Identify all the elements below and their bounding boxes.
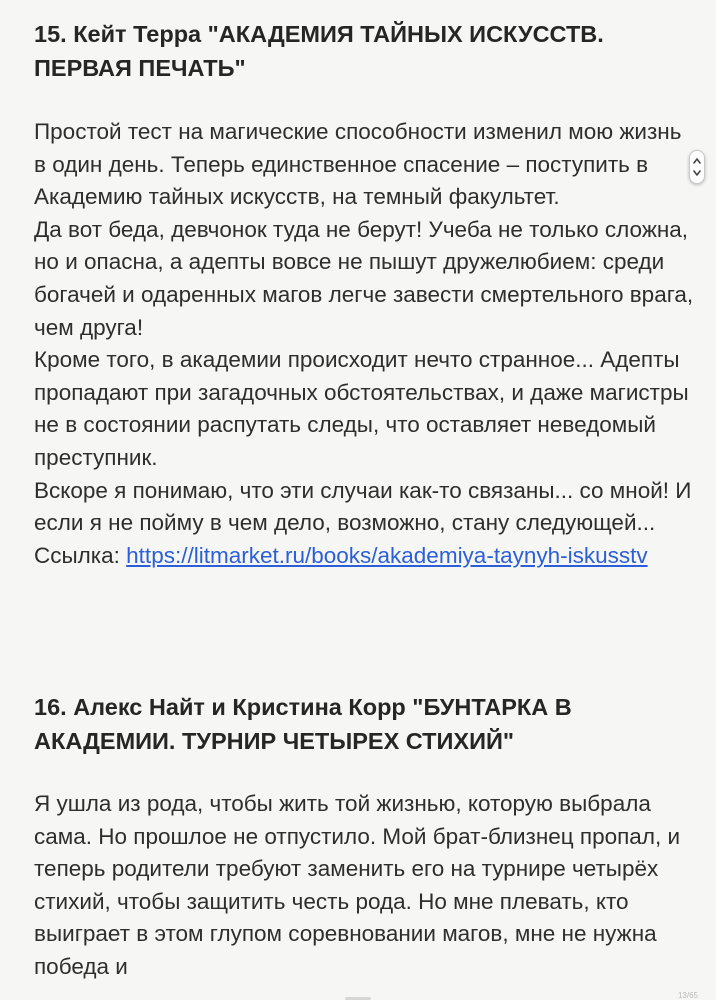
link-label: Ссылка: (34, 542, 120, 568)
entry-15-title: 15. Кейт Терра "АКАДЕМИЯ ТАЙНЫХ ИСКУССТВ. ПЕРВАЯ ПЕЧАТЬ" (34, 21, 604, 81)
entry-15-link-line (34, 540, 694, 573)
entry-16-paragraph: Я ушла из рода, чтобы жить той жизнью, которую выбрала сама. Но прошлое не отпустило. Мой брат-близнец пропал, и теперь родители требуют заменить его на турнире четырёх стихий, чтобы защитить честь рода. Но мне плевать, кто выиграет в этом глупом соревновании магов, мне не нужна победа и (34, 791, 681, 979)
book-link[interactable]: https://litmarket.ru/books/akademiya-taynyh-iskusstv (126, 542, 648, 568)
entry-15-description (34, 116, 694, 572)
entry-16-title: 16. Алекс Найт и Кристина Корр "БУНТАРКА В АКАДЕМИИ. ТУРНИР ЧЕТЫРЕХ СТИХИЙ" (34, 694, 572, 754)
entry-15-paragraph: Да вот беда, девчонок туда не берут! Учеба не только сложна, но и опасна, а адепты вовсе не пышут дружелюбием: среди богачей и одаренных магов легче завести смертельного врага, чем друга! (34, 216, 694, 340)
entry-15-paragraph: Вскоре я понимаю, что эти случаи как-то связаны... со мной! И если я не пойму в чем дело, возможно, стану следующей... (34, 477, 692, 536)
page-indicator: 13/65 (677, 991, 698, 1000)
entry-15-paragraph: Простой тест на магические способности изменил мою жизнь в один день. Теперь единственное спасение – поступить в Академию тайных искусств, на темный факультет. (34, 119, 682, 210)
scroll-handle-icon[interactable] (689, 150, 705, 184)
entry-15-paragraph: Кроме того, в академии происходит нечто странное... Адепты пропадают при загадочных обстоятельствах, и даже магистры не в состоянии распутать следы, что оставляет неведомый преступник. (34, 347, 689, 470)
entry-16-description (34, 788, 694, 984)
